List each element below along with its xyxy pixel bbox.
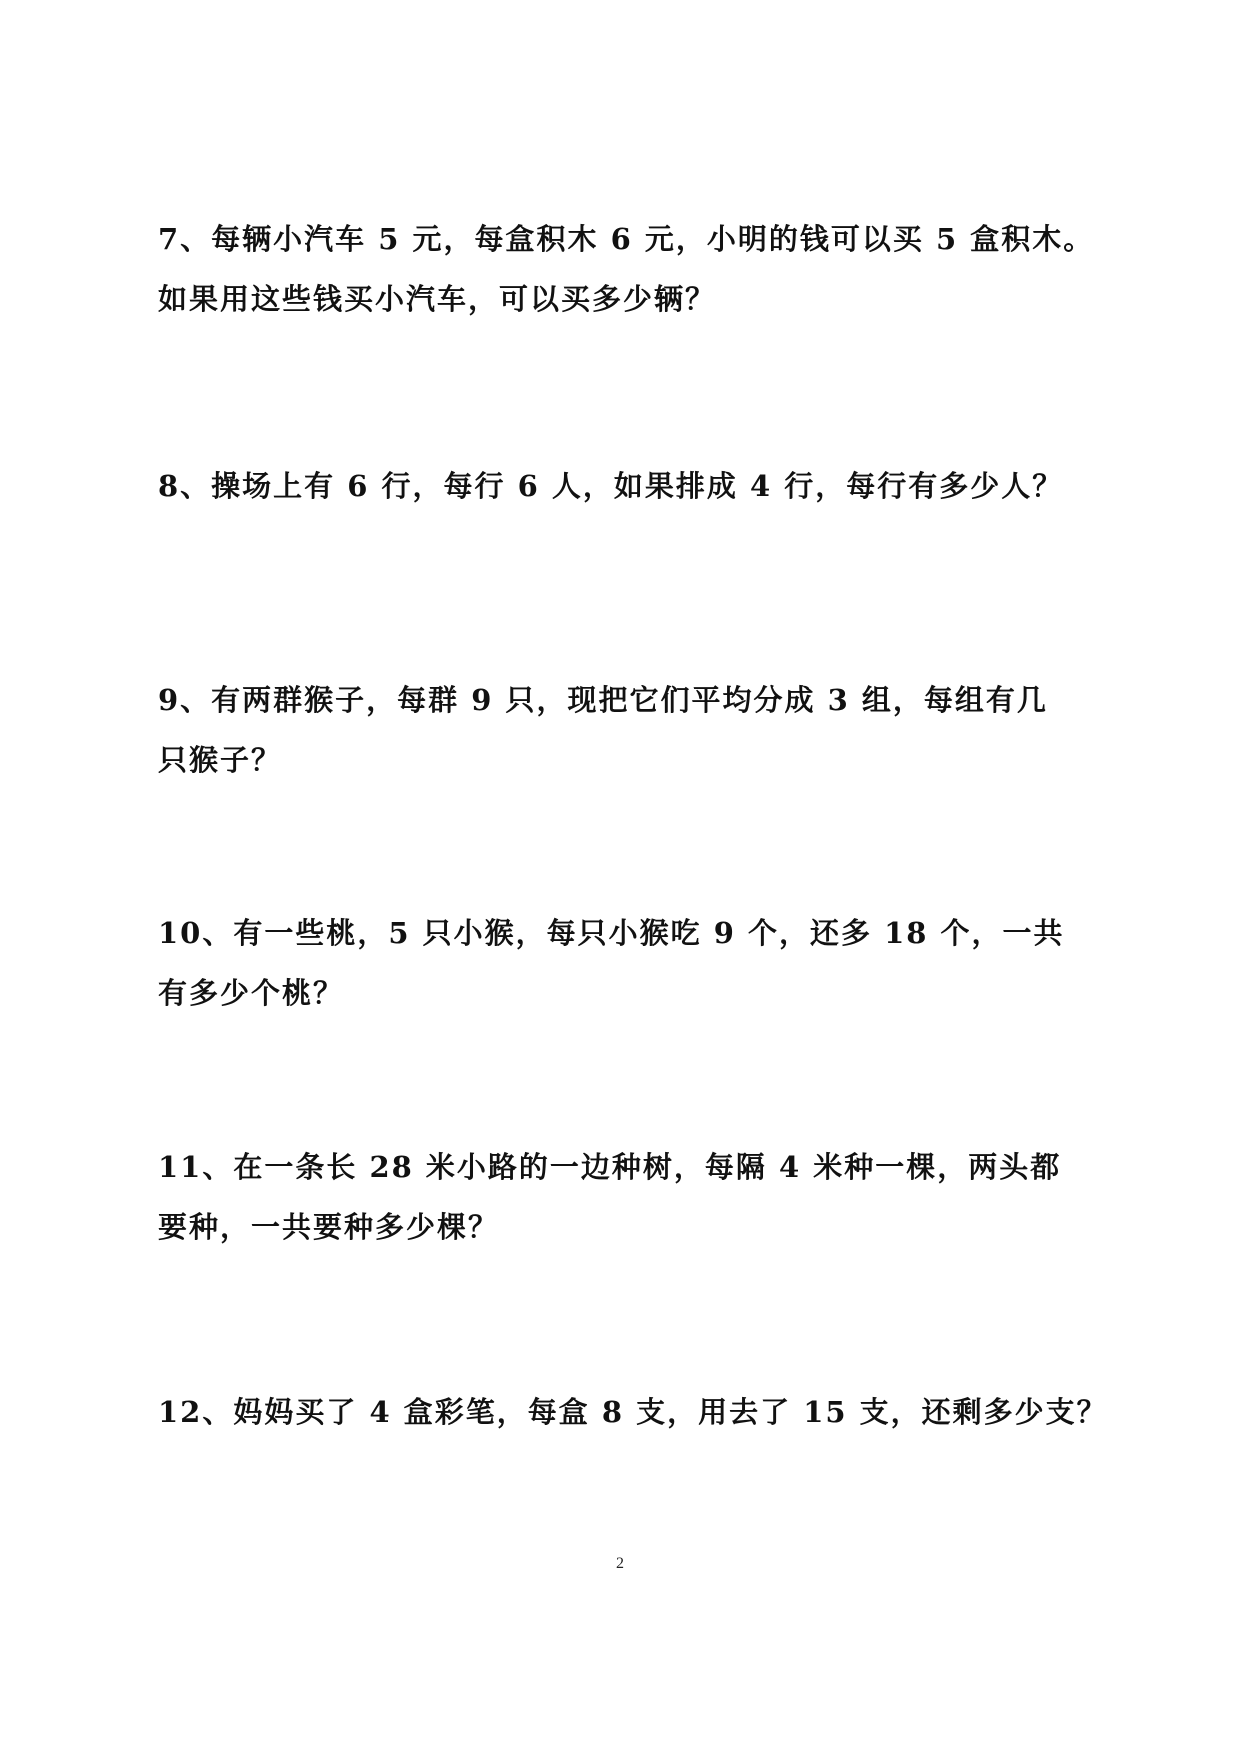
problem-11-line-2: 要种，一共要种多少棵？: [158, 1210, 500, 1244]
problem-9-line-2: 只猴子？: [158, 743, 283, 777]
problem-12-line-1: 12、妈妈买了 4 盒彩笔，每盒 8 支，用去了 15 支，还剩多少支？: [158, 1395, 1108, 1429]
page-number: 2: [616, 1555, 624, 1572]
problem-9-line-1: 9、有两群猴子，每群 9 只，现把它们平均分成 3 组，每组有几: [158, 683, 1048, 717]
problem-7: [158, 209, 1095, 329]
problem-7-line-1: 7、每辆小汽车 5 元，每盒积木 6 元，小明的钱可以买 5 盒积木。: [158, 222, 1095, 256]
problem-10-line-2: 有多少个桃？: [158, 976, 345, 1010]
problem-10-line-1: 10、有一些桃，5 只小猴，每只小猴吃 9 个，还多 18 个，一共: [158, 916, 1065, 950]
problem-10: [158, 903, 1088, 1023]
problem-7-line-2: 如果用这些钱买小汽车，可以买多少辆？: [158, 282, 717, 316]
problem-11: [158, 1137, 1088, 1257]
problem-8: [158, 456, 1088, 516]
problem-8-line-1: 8、操场上有 6 行，每行 6 人，如果排成 4 行，每行有多少人？: [158, 469, 1064, 503]
problem-11-line-1: 11、在一条长 28 米小路的一边种树，每隔 4 米种一棵，两头都: [158, 1150, 1062, 1184]
problem-9: [158, 670, 1088, 790]
problem-12: [158, 1382, 1108, 1442]
